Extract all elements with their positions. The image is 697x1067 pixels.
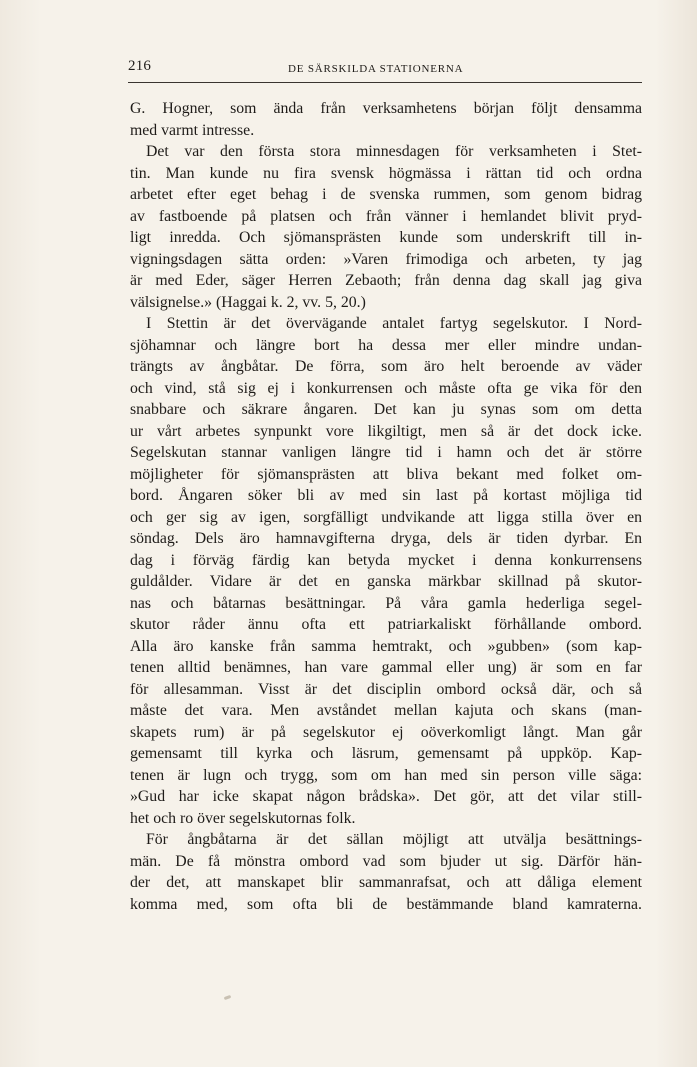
- text-line: G. Hogner, som ända från verksamhetens början följt densamma: [130, 100, 642, 117]
- text-line: tenen är lugn och trygg, som om han med sin person ville säga:: [130, 766, 642, 784]
- page-number: 216: [128, 58, 152, 74]
- text-line: het och ro över segelskutornas folk.: [130, 809, 356, 827]
- text-line: I Stettin är det övervägande antalet fartyg segelskutor. I Nord-: [146, 315, 642, 332]
- text-line: tin. Man kunde nu fira svensk högmässa i rättan tid och ordna: [130, 164, 642, 182]
- text-line: och vind, stå sig ej i konkurrensen och måste ofta ge vika för den: [130, 379, 642, 397]
- text-line: För ångbåtarna är det sällan möjligt att utvälja besättnings-: [146, 831, 642, 848]
- text-line: med varmt intresse.: [130, 121, 255, 139]
- text-line: nas och båtarnas besättningar. På våra gamla hederliga segel-: [130, 594, 642, 612]
- text-line: och ger sig av igen, sorgfälligt undvikande att ligga stilla över en: [130, 508, 642, 526]
- text-line: ligt inredda. Och sjömansprästen kunde som underskrift till in-: [130, 229, 642, 246]
- paper-speck: [224, 995, 232, 1000]
- text-line: sjöhamnar och längre bort ha dessa mer eller mindre undan-: [130, 336, 642, 354]
- text-line: der det, att manskapet blir sammanrafsat, och att dåliga element: [130, 874, 642, 891]
- page-header: [128, 58, 642, 82]
- text-line: söndag. Dels äro hamnavgifterna dryga, dels är tiden dyrbar. En: [130, 530, 642, 547]
- text-line: män. De få mönstra ombord vad som bjuder ut sig. Därför hän-: [130, 852, 642, 870]
- header-rule: [128, 82, 642, 83]
- text-line: för allesamman. Visst är det disciplin ombord också där, och så: [130, 680, 642, 698]
- text-line: ur vårt arbetes synpunkt vore likgiltigt, men så är det dock icke.: [130, 422, 642, 440]
- text-line: komma med, som ofta bli de bestämmande bland kamraterna.: [130, 895, 642, 913]
- text-line: guldålder. Vidare är det en ganska märkbar skillnad på skutor-: [130, 573, 642, 590]
- text-line: trängts av ångbåtar. De förra, som äro helt beroende av väder: [130, 358, 642, 375]
- running-head: DE SÄRSKILDA STATIONERNA: [288, 63, 464, 75]
- body-text: [130, 98, 642, 915]
- text-line: måste det vara. Men avståndet mellan kajuta och skans (man-: [130, 702, 642, 719]
- text-line: dag i förväg färdig kan betyda mycket i denna konkurrensens: [130, 551, 642, 569]
- text-line: skapets rum) är på segelskutor ej oöverkomligt långt. Man går: [130, 723, 642, 741]
- text-line: möjligheter för sjömansprästen att bliva bekant med folket om-: [130, 465, 642, 483]
- text-line: Segelskutan stannar vanligen längre tid i hamn och det är större: [130, 444, 642, 461]
- text-line: tenen alltid benämnes, han vare gammal eller ung) är som en far: [130, 659, 642, 676]
- text-line: välsignelse.» (Haggai k. 2, vv. 5, 20.): [130, 293, 366, 311]
- text-line: vigningsdagen sätta orden: »Varen frimodiga och arbeten, ty jag: [130, 250, 642, 268]
- text-line: Alla äro kanske från samma hemtrakt, och »gubben» (som kap-: [130, 637, 642, 655]
- text-line: snabbare och säkrare ångaren. Det kan ju synas som om detta: [130, 401, 642, 418]
- text-line: »Gud har icke skapat någon brådska». Det gör, att det vilar still-: [130, 788, 642, 805]
- text-line: gemensamt till kyrka och läsrum, gemensamt på uppköp. Kap-: [130, 745, 642, 762]
- text-line: är med Eder, säger Herren Zebaoth; från denna dag skall jag giva: [130, 272, 642, 289]
- text-line: skutor råder ännu ofta ett patriarkaliskt förhållande ombord.: [130, 616, 642, 633]
- text-line: av fastboende på platsen och från vänner i hemlandet blivit pryd-: [130, 207, 642, 225]
- text-line: Det var den första stora minnesdagen för verksamheten i Stet-: [146, 143, 642, 160]
- text-line: arbetet efter eget behag i de svenska rummen, som genom bidrag: [130, 186, 642, 203]
- text-line: bord. Ångaren söker bli av med sin last på kortast möjliga tid: [130, 487, 642, 504]
